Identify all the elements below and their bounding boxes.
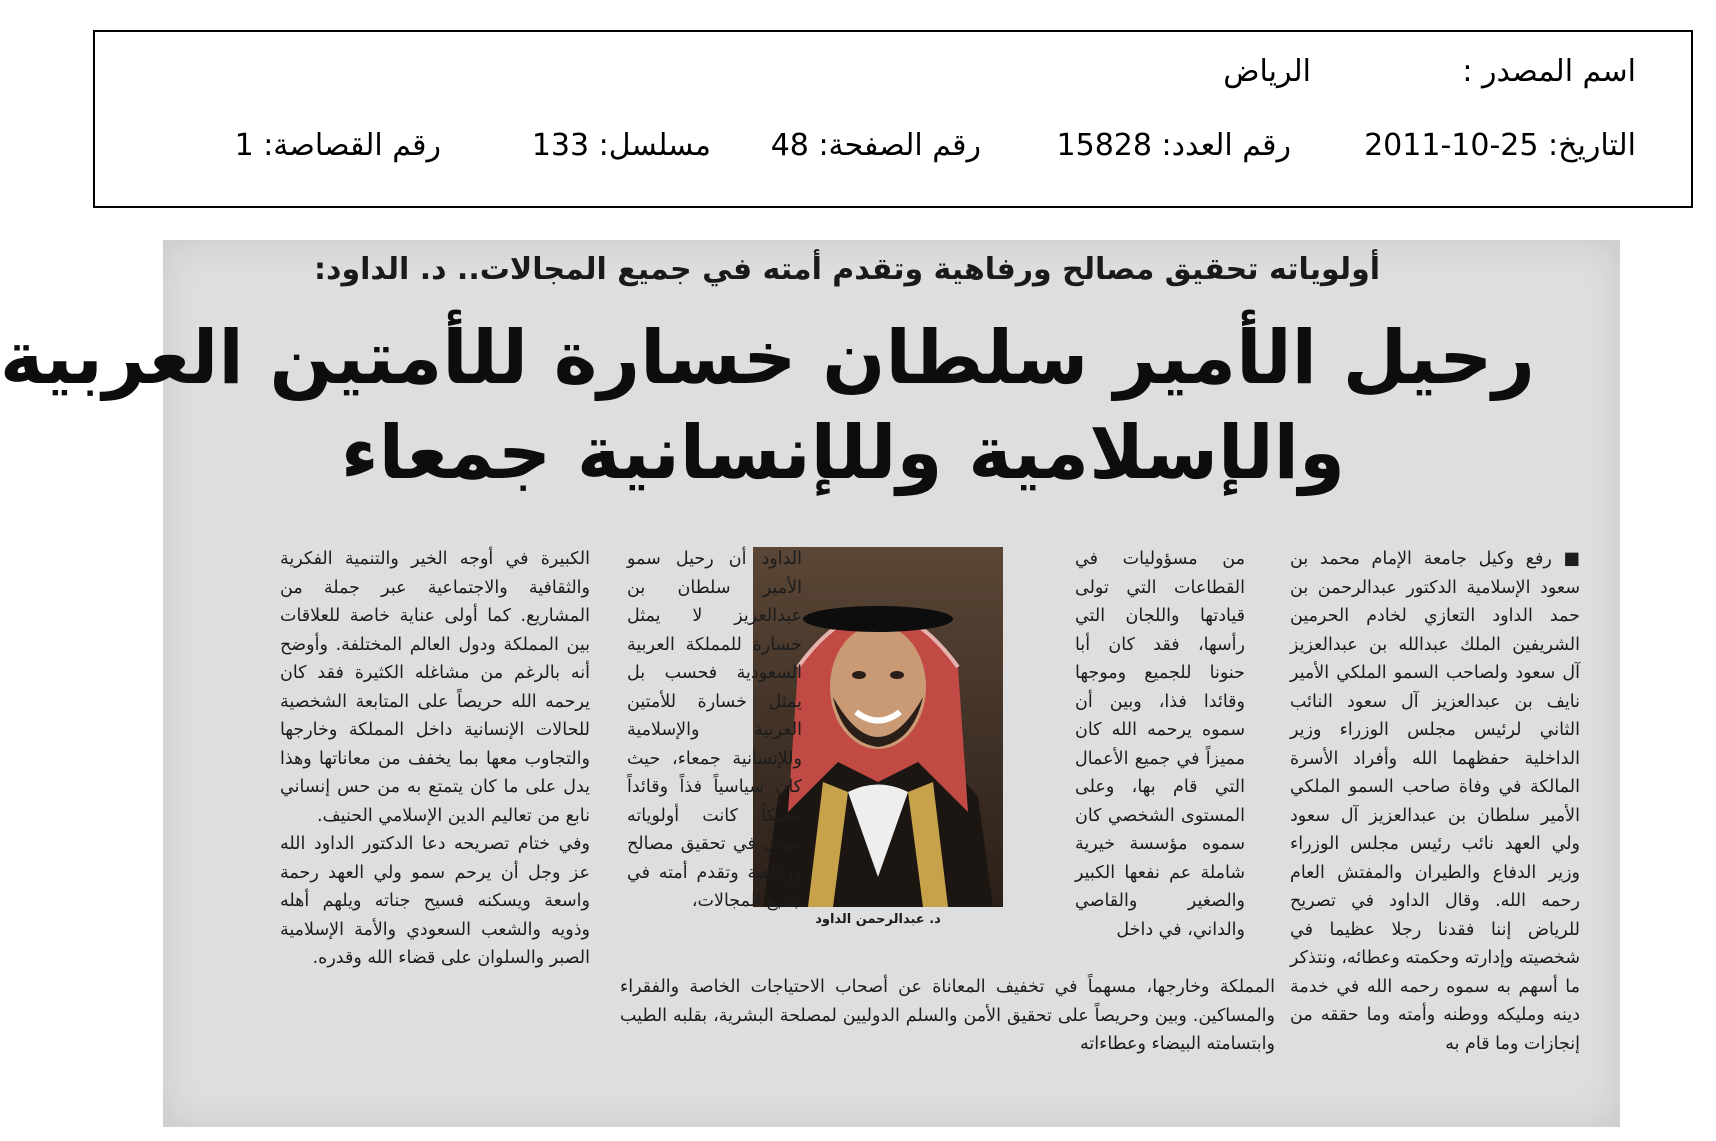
clip-number-field: رقم القصاصة: 1 [234,128,441,163]
column-paragraph: وفي ختام تصريحه دعا الدكتور الداود الله عز وجل أن يرحم سمو ولي العهد رحمة واسعة ويسكنه فسيح جناته ويلهم أهله وذويه والشعب السعودي والأمة الإسلامية الصبر والسلوان على قضاء الله وقدره. [280,834,590,968]
article-title-line-2: والإسلامية وللإنسانية جمعاء [340,410,1345,496]
date-field: التاريخ: 25-10-2011 [1364,128,1636,163]
issue-number-field: رقم العدد: 15828 [1056,128,1291,163]
column-paragraph: من مسؤوليات في القطاعات التي تولى قيادتها واللجان التي رأسها، فقد كان أبا حنونا للجميع وموجها وقائدا فذا، وبين أن سموه يرحمه الله كان مميزاً في جميع الأعمال التي قام بها، وعلى المستوى الشخصي كان سموه مؤسسة خيرية شاملة عم نفعها الكبير والصغير والقاصي والداني، في داخل [1075,549,1245,940]
column-paragraph: الكبيرة في أوجه الخير والتنمية الفكرية والثقافية والاجتماعية عبر جملة من المشاريع. كما أولى عناية خاصة للعلاقات بين المملكة ودول العالم المختلفة. وأوضح أنه بالرغم من مشاغله الكثيرة فقد كان يرحمه الله حريصاً على المتابعة الشخصية للحالات الإنسانية داخل المملكة وخارجها والتجاوب معها بما يخفف من معاناتها وهذا يدل على ما كان يتمتع به من حس إنساني نابع من تعاليم الدين الإسلامي الحنيف. [280,549,590,826]
source-label: اسم المصدر : [1462,54,1636,89]
clipping-info-box [93,30,1693,208]
article-column-4 [280,545,590,973]
column-paragraph: الداود أن رحيل سمو الأمير سلطان بن عبدالعزيز لا يمثل خسارة للمملكة العربية السعودية فحسب بل يمثل خسارة للأمتين العربية والإسلامية وللإنسانية جمعاء، حيث كان سياسياً فذاً وقائداً محنكاً كانت أولوياته تتمثل في تحقيق مصالح ورفاهية وتقدم أمته في جميع المجالات، [627,549,802,911]
article-title-line-1: رحيل الأمير سلطان خسارة للأمتين العربية [0,315,1535,401]
newspaper-clipping [0,240,1620,1127]
article-bottom-text [620,973,1275,1059]
article-column-3 [627,545,802,916]
column-paragraph: المملكة وخارجها، مسهماً في تخفيف المعاناة عن أصحاب الاحتياجات الخاصة والفقراء والمساكين. وبين وحريصاً على تحقيق الأمن والسلم الدوليين لمصلحة البشرية، بقلبه الطيب وابتسامته البيضاء وعطاءاته [620,977,1275,1054]
photo-caption: د. عبدالرحمن الداود [815,912,941,927]
column-paragraph: ■ رفع وكيل جامعة الإمام محمد بن سعود الإسلامية الدكتور عبدالرحمن بن حمد الداود التعازي لخادم الحرمين الشريفين الملك عبدالله بن عبدالعزيز آل سعود ولصاحب السمو الملكي الأمير نايف بن عبدالعزيز آل سعود النائب الثاني لرئيس مجلس الوزراء وزير الداخلية حفظهما الله وأفراد الأسرة المالكة في وفاة صاحب السمو الملكي الأمير سلطان بن عبدالعزيز آل سعود ولي العهد نائب رئيس مجلس الوزراء وزير الدفاع والطيران والمفتش العام رحمه الله. وقال الداود في تصريح للرياض إننا فقدنا رجلا عظيما في شخصيته وإدارته وحكمته وعطائه، ونتذكر ما أسهم به سموه رحمه الله في خدمة دينه ومليكه ووطنه وأمته وما حققه من إنجازات وما قام به [1290,549,1580,1054]
source-value: الرياض [1223,54,1311,89]
serial-number-field: مسلسل: 133 [531,128,711,163]
page-number-field: رقم الصفحة: 48 [770,128,981,163]
article-subtitle: أولوياته تحقيق مصالح ورفاهية وتقدم أمته في جميع المجالات.. د. الداود: [314,252,1380,287]
article-column-1 [1290,545,1580,1058]
article-column-2 [1075,545,1245,944]
